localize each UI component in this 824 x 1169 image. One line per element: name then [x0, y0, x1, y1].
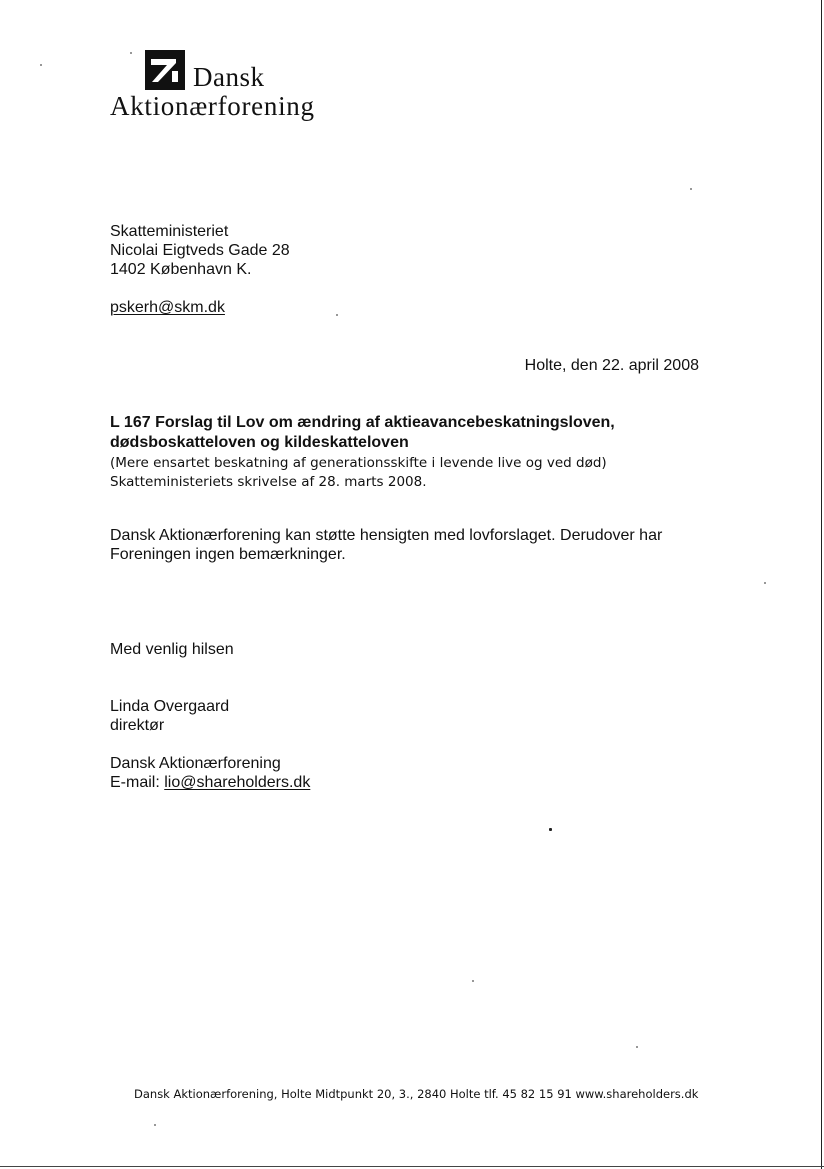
signature-name: Linda Overgaard — [110, 698, 230, 715]
scan-speck — [130, 52, 132, 54]
scan-speck — [636, 1046, 638, 1048]
date-line: Holte, den 22. april 2008 — [524, 357, 699, 374]
scan-speck — [764, 582, 766, 584]
subject-note-2: Skatteministeriets skrivelse af 28. marts 2008. — [110, 474, 427, 490]
scan-edge-right — [821, 0, 822, 1169]
letterhead-footer: Dansk Aktionærforening, Holte Midtpunkt 20, 3., 2840 Holte tlf. 45 82 15 91 www.shareholders.dk — [134, 1087, 699, 1101]
scan-speck — [154, 1124, 156, 1126]
signature-title: direktør — [110, 717, 165, 734]
scan-edge-bottom — [0, 1166, 824, 1167]
subject-line-1: L 167 Forslag til Lov om ændring af aktieavancebeskatningsloven, — [110, 414, 615, 431]
body-line-1: Dansk Aktionærforening kan støtte hensigten med lovforslaget. Derudover har — [110, 527, 663, 544]
scan-speck — [336, 314, 338, 316]
recipient-email-link[interactable]: pskerh@skm.dk — [110, 299, 225, 316]
scan-speck — [472, 980, 474, 982]
signature-email-label: E-mail: — [110, 774, 160, 791]
logo-text-dansk: Dansk — [193, 62, 265, 92]
body-line-2: Foreningen ingen bemærkninger. — [110, 546, 346, 563]
scan-speck — [40, 64, 42, 66]
signature-org: Dansk Aktionærforening — [110, 755, 281, 772]
recipient-street: Nicolai Eigtveds Gade 28 — [110, 242, 290, 259]
scan-speck — [690, 188, 692, 190]
subject-note-1: (Mere ensartet beskatning af generationsskifte i levende live og ved død) — [110, 455, 607, 471]
closing-greeting: Med venlig hilsen — [110, 641, 234, 658]
subject-line-2: dødsboskatteloven og kildeskatteloven — [110, 434, 409, 451]
signature-email-link[interactable]: lio@shareholders.dk — [164, 774, 311, 791]
logo-text-aktionaerforening: Aktionærforening — [110, 91, 315, 121]
recipient-city: 1402 København K. — [110, 261, 252, 278]
logo-mark-icon — [145, 50, 185, 90]
recipient-name: Skatteministeriet — [110, 223, 229, 240]
signature-email-row — [110, 773, 310, 792]
scan-speck — [549, 828, 552, 831]
